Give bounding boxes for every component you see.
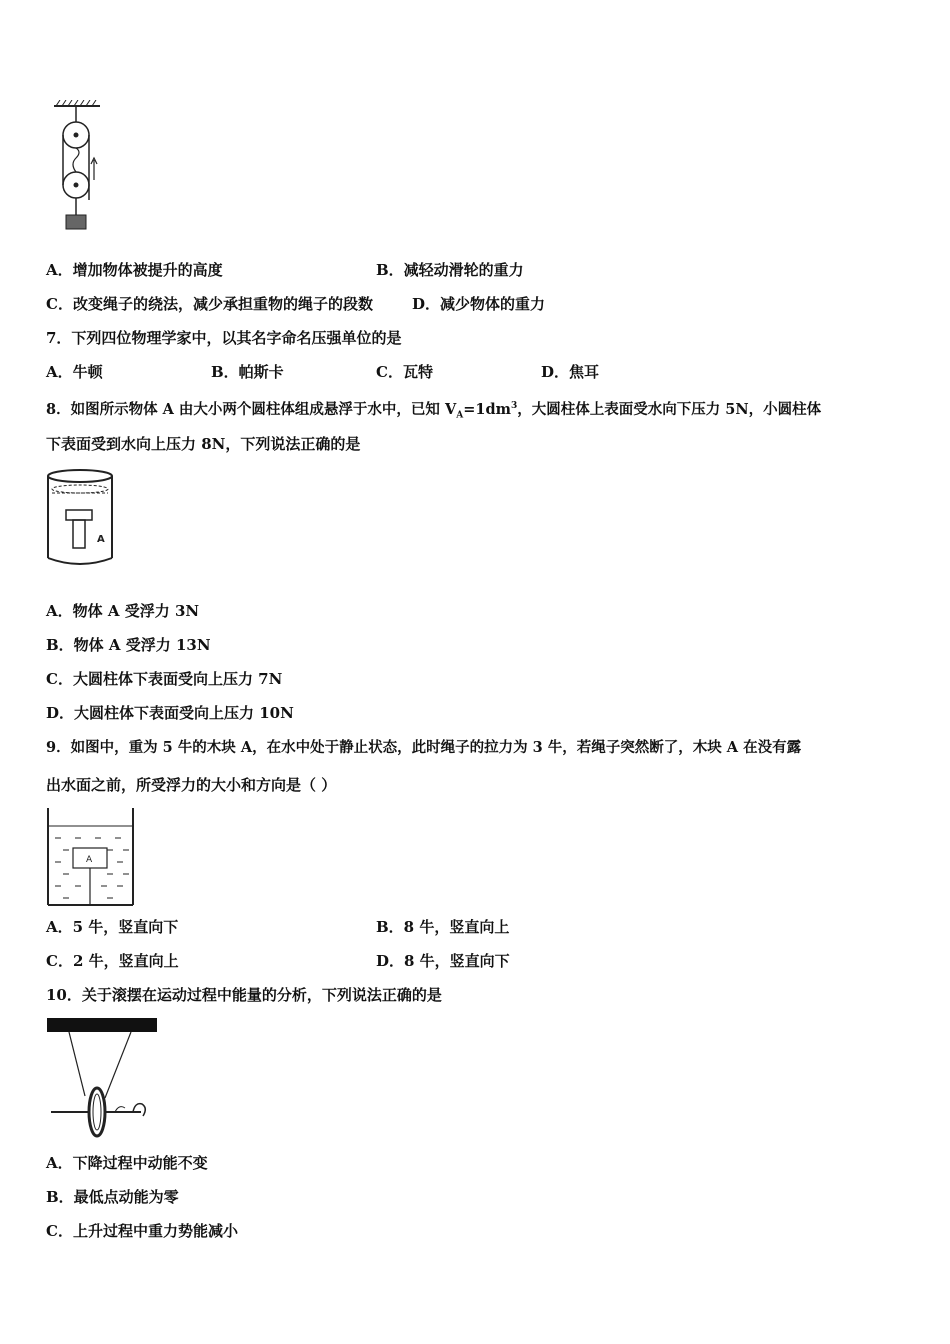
q7-option-c: C．瓦特 bbox=[376, 363, 433, 381]
q6-option-d: D．减少物体的重力 bbox=[412, 295, 546, 313]
q8-stem-line2: 下表面受到水向上压力 8N，下列说法正确的是 bbox=[46, 435, 361, 453]
suspended-cylinder-figure bbox=[44, 466, 118, 570]
q7-stem: 7．下列四位物理学家中，以其名字命名压强单位的是 bbox=[46, 329, 402, 347]
q8-stem-sub: A bbox=[456, 410, 464, 421]
q9-stem-line1: 9．如图中，重为 5 牛的木块 A，在水中处于静止状态，此时绳子的拉力为 3 牛，若绳子突然断了，木块 A 在没有露 bbox=[46, 739, 802, 756]
q10-option-b: B．最低点动能为零 bbox=[46, 1188, 179, 1206]
q9-figure-label: A bbox=[86, 855, 93, 865]
q9-stem-line2: 出水面之前，所受浮力的大小和方向是（ ） bbox=[46, 776, 337, 794]
q8-figure-label: A bbox=[97, 534, 105, 545]
q8-stem-part3: ，大圆柱体上表面受水向下压力 5N，小圆柱体 bbox=[517, 400, 822, 418]
q8-option-a: A．物体 A 受浮力 3N bbox=[46, 602, 200, 620]
q10-option-a: A．下降过程中动能不变 bbox=[46, 1154, 208, 1172]
q6-option-b: B．减轻动滑轮的重力 bbox=[376, 261, 524, 279]
q7-option-a: A．牛顿 bbox=[46, 363, 103, 381]
q8-option-b: B．物体 A 受浮力 13N bbox=[46, 636, 211, 654]
q8-stem-sup: 3 bbox=[510, 401, 518, 411]
q9-option-a: A．5 牛，竖直向下 bbox=[46, 918, 179, 936]
q9-option-b: B．8 牛，竖直向上 bbox=[376, 918, 510, 936]
water-tank-block-figure bbox=[45, 806, 137, 908]
q8-option-c: C．大圆柱体下表面受向上压力 7N bbox=[46, 670, 283, 688]
q7-option-d: D．焦耳 bbox=[541, 363, 600, 381]
q8-stem bbox=[46, 396, 821, 426]
q6-option-c: C．改变绳子的绕法，减少承担重物的绳子的段数 bbox=[46, 295, 373, 313]
q8-stem-part2: =1dm bbox=[463, 400, 511, 418]
q10-option-c: C．上升过程中重力势能减小 bbox=[46, 1222, 238, 1240]
q10-stem: 10．关于滚摆在运动过程中能量的分析，下列说法正确的是 bbox=[46, 986, 442, 1004]
q8-option-d: D．大圆柱体下表面受向上压力 10N bbox=[46, 704, 294, 722]
q6-option-a: A．增加物体被提升的高度 bbox=[46, 261, 223, 279]
pulley-system-figure bbox=[50, 100, 110, 232]
maxwell-pendulum-figure bbox=[45, 1016, 159, 1140]
q9-option-d: D．8 牛，竖直向下 bbox=[376, 952, 510, 970]
q9-option-c: C．2 牛，竖直向上 bbox=[46, 952, 179, 970]
q7-option-b: B．帕斯卡 bbox=[211, 363, 284, 381]
q8-stem-part1: 8．如图所示物体 A 由大小两个圆柱体组成悬浮于水中，已知 V bbox=[46, 400, 457, 418]
